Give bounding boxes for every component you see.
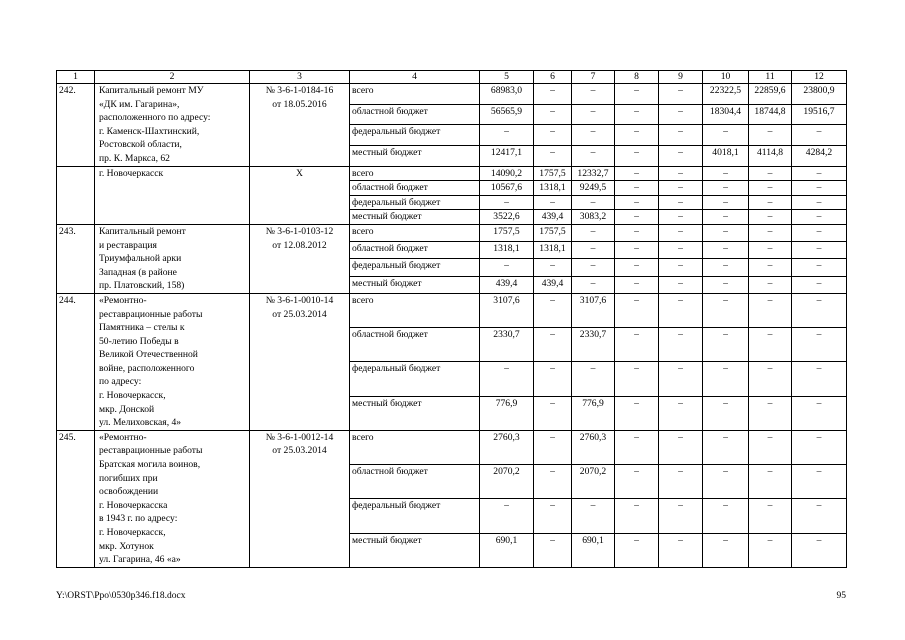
value-cell: – bbox=[615, 195, 659, 210]
object-name-cell bbox=[95, 84, 250, 167]
value-cell: – bbox=[615, 430, 659, 464]
value-cell: – bbox=[534, 362, 572, 396]
header-row bbox=[57, 71, 847, 84]
object-name-line: мкр. Донской bbox=[99, 403, 155, 415]
value-cell: – bbox=[792, 259, 847, 276]
value-cell: – bbox=[659, 210, 703, 225]
value-cell: 10567,6 bbox=[480, 181, 534, 196]
value-cell: – bbox=[659, 84, 703, 105]
document-cell bbox=[250, 224, 350, 293]
value-cell: – bbox=[749, 224, 792, 241]
value-cell: 1318,1 bbox=[534, 242, 572, 259]
value-cell: – bbox=[749, 293, 792, 327]
object-name-line: реставрационные работы bbox=[99, 308, 203, 320]
document-line: от 18.05.2016 bbox=[272, 98, 327, 110]
value-cell: – bbox=[659, 533, 703, 567]
value-cell: 2070,2 bbox=[480, 465, 534, 499]
value-cell: 18304,4 bbox=[703, 104, 749, 125]
value-cell: – bbox=[572, 84, 615, 105]
object-name-cell bbox=[95, 166, 250, 224]
value-cell: – bbox=[659, 224, 703, 241]
footer-file-path: Y:\ORST\Ppo\0530p346.f18.docx bbox=[56, 591, 186, 601]
value-cell: – bbox=[534, 499, 572, 533]
value-cell: – bbox=[534, 84, 572, 105]
document-line: от 25.03.2014 bbox=[272, 308, 327, 320]
header-cell: 1 bbox=[57, 71, 95, 84]
value-cell: – bbox=[749, 259, 792, 276]
value-cell: – bbox=[659, 328, 703, 362]
object-name-line: расположенного по адресу: bbox=[99, 112, 211, 124]
object-name-line: Западная (в районе bbox=[99, 266, 177, 278]
value-cell: 3083,2 bbox=[572, 210, 615, 225]
value-cell: – bbox=[534, 293, 572, 327]
value-cell: – bbox=[572, 499, 615, 533]
object-name-line: в 1943 г. по адресу: bbox=[99, 513, 178, 525]
value-cell: – bbox=[534, 195, 572, 210]
value-cell: – bbox=[615, 328, 659, 362]
value-cell: – bbox=[615, 84, 659, 105]
funding-source-cell: местный бюджет bbox=[350, 210, 480, 225]
value-cell: – bbox=[749, 195, 792, 210]
object-name-cell bbox=[95, 430, 250, 567]
object-name-line: «Ремонтно- bbox=[99, 294, 147, 306]
document-line: № 3-6-1-0010-14 bbox=[265, 294, 334, 306]
value-cell: – bbox=[659, 276, 703, 293]
value-cell: 19516,7 bbox=[792, 104, 847, 125]
value-cell: – bbox=[534, 533, 572, 567]
value-cell: – bbox=[615, 293, 659, 327]
value-cell: – bbox=[659, 465, 703, 499]
object-name-cell bbox=[95, 293, 250, 430]
object-name-line: ул. Мелиховская, 4» bbox=[99, 417, 182, 429]
header-cell: 2 bbox=[95, 71, 250, 84]
value-cell: – bbox=[615, 166, 659, 181]
value-cell: 4284,2 bbox=[792, 145, 847, 166]
object-name-cell bbox=[95, 224, 250, 293]
value-cell: – bbox=[534, 328, 572, 362]
document-line: № 3-6-1-0184-16 bbox=[265, 85, 334, 96]
value-cell: – bbox=[792, 210, 847, 225]
value-cell: 439,4 bbox=[534, 276, 572, 293]
value-cell: 690,1 bbox=[572, 533, 615, 567]
object-name-line: освобождении bbox=[99, 486, 159, 498]
value-cell: – bbox=[615, 396, 659, 430]
row-number-cell: 244. bbox=[57, 293, 95, 430]
value-cell: – bbox=[615, 181, 659, 196]
value-cell: – bbox=[659, 396, 703, 430]
funding-source-cell: местный бюджет bbox=[350, 396, 480, 430]
value-cell: – bbox=[792, 224, 847, 241]
funding-source-cell: всего bbox=[350, 224, 480, 241]
value-cell: – bbox=[480, 195, 534, 210]
value-cell: – bbox=[615, 125, 659, 146]
document-line: № 3-6-1-0012-14 bbox=[265, 431, 334, 443]
funding-source-cell: местный бюджет bbox=[350, 276, 480, 293]
value-cell: – bbox=[615, 499, 659, 533]
value-cell: 3107,6 bbox=[480, 293, 534, 327]
value-cell: – bbox=[659, 293, 703, 327]
value-cell: 4018,1 bbox=[703, 145, 749, 166]
value-cell: – bbox=[749, 396, 792, 430]
value-cell: – bbox=[534, 145, 572, 166]
object-name-line: по адресу: bbox=[99, 376, 142, 388]
value-cell: – bbox=[659, 259, 703, 276]
value-cell: – bbox=[703, 328, 749, 362]
value-cell: – bbox=[572, 362, 615, 396]
value-cell: 2330,7 bbox=[480, 328, 534, 362]
value-cell: – bbox=[615, 104, 659, 125]
header-cell: 5 bbox=[480, 71, 534, 84]
value-cell: 22859,6 bbox=[749, 84, 792, 105]
value-cell: – bbox=[480, 125, 534, 146]
object-name-line: Ростовской области, bbox=[99, 139, 182, 151]
value-cell: – bbox=[615, 465, 659, 499]
funding-source-cell: федеральный бюджет bbox=[350, 362, 480, 396]
document-line: от 12.08.2012 bbox=[272, 239, 327, 251]
object-name-line: г. Новочеркасска bbox=[99, 499, 168, 511]
value-cell: 1757,5 bbox=[534, 166, 572, 181]
document-cell bbox=[250, 166, 350, 224]
value-cell: 18744,8 bbox=[749, 104, 792, 125]
value-cell: – bbox=[572, 242, 615, 259]
value-cell: – bbox=[792, 166, 847, 181]
funding-source-cell: федеральный бюджет bbox=[350, 259, 480, 276]
value-cell: – bbox=[749, 166, 792, 181]
object-name-line: Братская могила воинов, bbox=[99, 459, 201, 471]
value-cell: – bbox=[749, 276, 792, 293]
funding-source-cell: областной бюджет bbox=[350, 465, 480, 499]
value-cell: – bbox=[615, 210, 659, 225]
value-cell: – bbox=[749, 210, 792, 225]
value-cell: – bbox=[792, 181, 847, 196]
value-cell: – bbox=[659, 242, 703, 259]
object-name-line: г. Новочеркасск, bbox=[99, 390, 166, 402]
value-cell: 56565,9 bbox=[480, 104, 534, 125]
value-cell: – bbox=[792, 533, 847, 567]
object-name-line: Капитальный ремонт bbox=[99, 225, 186, 237]
object-name-line: мкр. Хотунок bbox=[99, 540, 154, 552]
object-name-line: Великой Отечественной bbox=[99, 349, 198, 361]
value-cell: – bbox=[792, 465, 847, 499]
value-cell: – bbox=[749, 430, 792, 464]
value-cell: – bbox=[749, 242, 792, 259]
value-cell: – bbox=[572, 145, 615, 166]
document-line: от 25.03.2014 bbox=[272, 445, 327, 457]
object-name-line: Капитальный ремонт МУ bbox=[99, 85, 204, 96]
value-cell: 2330,7 bbox=[572, 328, 615, 362]
value-cell: – bbox=[572, 104, 615, 125]
value-cell: – bbox=[659, 125, 703, 146]
value-cell: – bbox=[703, 362, 749, 396]
funding-source-cell: федеральный бюджет bbox=[350, 499, 480, 533]
row-number-cell: 245. bbox=[57, 430, 95, 567]
table-row bbox=[57, 84, 847, 105]
value-cell: – bbox=[615, 533, 659, 567]
value-cell: – bbox=[659, 166, 703, 181]
funding-source-cell: местный бюджет bbox=[350, 533, 480, 567]
funding-source-cell: всего bbox=[350, 293, 480, 327]
document-cell bbox=[250, 84, 350, 167]
value-cell: – bbox=[749, 125, 792, 146]
document-cell bbox=[250, 430, 350, 567]
table-row bbox=[57, 430, 847, 464]
value-cell: – bbox=[749, 362, 792, 396]
header-cell: 9 bbox=[659, 71, 703, 84]
object-name-line: войне, расположенного bbox=[99, 362, 195, 374]
value-cell: – bbox=[615, 145, 659, 166]
value-cell: – bbox=[792, 276, 847, 293]
value-cell: – bbox=[659, 195, 703, 210]
value-cell: – bbox=[534, 104, 572, 125]
value-cell: 776,9 bbox=[480, 396, 534, 430]
value-cell: – bbox=[703, 210, 749, 225]
object-name-line: реставрационные работы bbox=[99, 445, 203, 457]
value-cell: 9249,5 bbox=[572, 181, 615, 196]
header-cell: 3 bbox=[250, 71, 350, 84]
value-cell: – bbox=[534, 465, 572, 499]
funding-source-cell: областной бюджет bbox=[350, 181, 480, 196]
value-cell: 1318,1 bbox=[534, 181, 572, 196]
value-cell: – bbox=[615, 259, 659, 276]
funding-source-cell: всего bbox=[350, 430, 480, 464]
value-cell: 12417,1 bbox=[480, 145, 534, 166]
value-cell: – bbox=[792, 396, 847, 430]
value-cell: – bbox=[703, 293, 749, 327]
object-name-line: Памятника – стелы к bbox=[99, 322, 185, 334]
table-row bbox=[57, 293, 847, 327]
document-line: № 3-6-1-0103-12 bbox=[265, 225, 334, 237]
value-cell: – bbox=[703, 396, 749, 430]
page-number: 95 bbox=[836, 591, 846, 601]
value-cell: – bbox=[534, 396, 572, 430]
object-name-line: ул. Гагарина, 46 «а» bbox=[99, 554, 181, 566]
value-cell: 3107,6 bbox=[572, 293, 615, 327]
value-cell: – bbox=[480, 259, 534, 276]
value-cell: – bbox=[703, 430, 749, 464]
value-cell: – bbox=[615, 362, 659, 396]
value-cell: – bbox=[703, 125, 749, 146]
value-cell: 23800,9 bbox=[792, 84, 847, 105]
value-cell: 690,1 bbox=[480, 533, 534, 567]
header-cell: 11 bbox=[749, 71, 792, 84]
header-cell: 6 bbox=[534, 71, 572, 84]
value-cell: – bbox=[615, 242, 659, 259]
value-cell: 776,9 bbox=[572, 396, 615, 430]
value-cell: – bbox=[703, 195, 749, 210]
value-cell: – bbox=[703, 276, 749, 293]
value-cell: – bbox=[703, 465, 749, 499]
value-cell: 439,4 bbox=[534, 210, 572, 225]
value-cell: – bbox=[480, 499, 534, 533]
value-cell: – bbox=[703, 533, 749, 567]
value-cell: – bbox=[659, 499, 703, 533]
budget-table bbox=[56, 70, 847, 568]
object-name-line: «Ремонтно- bbox=[99, 431, 147, 443]
row-number-cell: 243. bbox=[57, 224, 95, 293]
value-cell: – bbox=[792, 362, 847, 396]
value-cell: 3522,6 bbox=[480, 210, 534, 225]
value-cell: 12332,7 bbox=[572, 166, 615, 181]
value-cell: 2070,2 bbox=[572, 465, 615, 499]
value-cell: 14090,2 bbox=[480, 166, 534, 181]
value-cell: 68983,0 bbox=[480, 84, 534, 105]
value-cell: – bbox=[703, 224, 749, 241]
value-cell: – bbox=[792, 499, 847, 533]
header-cell: 12 bbox=[792, 71, 847, 84]
value-cell: 2760,3 bbox=[572, 430, 615, 464]
value-cell: – bbox=[792, 328, 847, 362]
value-cell: 4114,8 bbox=[749, 145, 792, 166]
value-cell: 439,4 bbox=[480, 276, 534, 293]
value-cell: – bbox=[659, 362, 703, 396]
funding-source-cell: областной бюджет bbox=[350, 104, 480, 125]
header-cell: 4 bbox=[350, 71, 480, 84]
value-cell: – bbox=[792, 430, 847, 464]
funding-source-cell: областной бюджет bbox=[350, 328, 480, 362]
header-cell: 10 bbox=[703, 71, 749, 84]
value-cell: – bbox=[749, 499, 792, 533]
funding-source-cell: федеральный бюджет bbox=[350, 195, 480, 210]
value-cell: – bbox=[572, 276, 615, 293]
value-cell: – bbox=[703, 499, 749, 533]
funding-source-cell: всего bbox=[350, 166, 480, 181]
object-name-line: г. Каменск-Шахтинский, bbox=[99, 125, 200, 137]
funding-source-cell: областной бюджет bbox=[350, 242, 480, 259]
value-cell: – bbox=[572, 259, 615, 276]
value-cell: – bbox=[659, 430, 703, 464]
header-cell: 8 bbox=[615, 71, 659, 84]
value-cell: – bbox=[703, 259, 749, 276]
value-cell: – bbox=[792, 195, 847, 210]
value-cell: – bbox=[659, 104, 703, 125]
value-cell: 1318,1 bbox=[480, 242, 534, 259]
value-cell: – bbox=[703, 242, 749, 259]
funding-source-cell: всего bbox=[350, 84, 480, 105]
object-name-line: пр. Платовский, 158) bbox=[99, 280, 185, 292]
table-row bbox=[57, 166, 847, 181]
object-name-line: 50-летию Победы в bbox=[99, 335, 179, 347]
value-cell: – bbox=[534, 430, 572, 464]
object-name-line: г. Новочеркасск bbox=[99, 167, 164, 179]
object-name-line: погибших при bbox=[99, 472, 158, 484]
object-name-line: и реставрация bbox=[99, 239, 157, 251]
value-cell: – bbox=[572, 195, 615, 210]
table-row bbox=[57, 224, 847, 241]
value-cell: – bbox=[792, 293, 847, 327]
value-cell: – bbox=[792, 125, 847, 146]
row-number-cell: 242. bbox=[57, 84, 95, 167]
value-cell: – bbox=[749, 328, 792, 362]
value-cell: – bbox=[703, 166, 749, 181]
value-cell: 1757,5 bbox=[480, 224, 534, 241]
object-name-line: «ДК им. Гагарина», bbox=[99, 98, 180, 110]
funding-source-cell: местный бюджет bbox=[350, 145, 480, 166]
value-cell: – bbox=[749, 181, 792, 196]
value-cell: – bbox=[572, 224, 615, 241]
object-name-line: Триумфальной арки bbox=[99, 253, 182, 265]
table-body bbox=[57, 71, 847, 568]
value-cell: – bbox=[480, 362, 534, 396]
value-cell: – bbox=[749, 465, 792, 499]
funding-source-cell: федеральный бюджет bbox=[350, 125, 480, 146]
document-cell bbox=[250, 293, 350, 430]
object-name-line: г. Новочеркасск, bbox=[99, 527, 166, 538]
value-cell: – bbox=[792, 242, 847, 259]
value-cell: – bbox=[615, 276, 659, 293]
value-cell: 2760,3 bbox=[480, 430, 534, 464]
value-cell: – bbox=[534, 125, 572, 146]
value-cell: – bbox=[534, 259, 572, 276]
value-cell: 22322,5 bbox=[703, 84, 749, 105]
value-cell: – bbox=[749, 533, 792, 567]
object-name-line: пр. К. Маркса, 62 bbox=[99, 152, 170, 164]
value-cell: – bbox=[572, 125, 615, 146]
value-cell: – bbox=[659, 145, 703, 166]
value-cell: – bbox=[615, 224, 659, 241]
row-number-cell bbox=[57, 166, 95, 224]
value-cell: – bbox=[703, 181, 749, 196]
header-cell: 7 bbox=[572, 71, 615, 84]
value-cell: 1757,5 bbox=[534, 224, 572, 241]
value-cell: – bbox=[659, 181, 703, 196]
document-line: Х bbox=[296, 167, 303, 179]
